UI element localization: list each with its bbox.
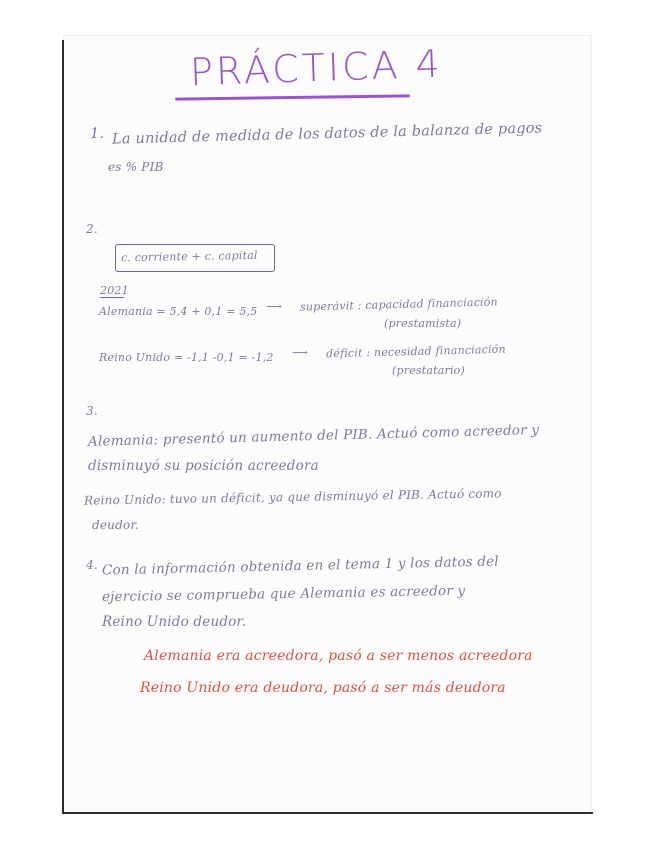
q1-line2: es % PIB bbox=[108, 160, 164, 174]
q2-formula: c. corriente + c. capital bbox=[120, 248, 258, 265]
q3-line1: Alemania: presentó un aumento del PIB. Actuó como acreedor y bbox=[87, 422, 540, 450]
q1-number: 1. bbox=[89, 125, 105, 143]
arrow-icon: ⟶ bbox=[266, 300, 282, 313]
q4-line2: ejercicio se comprueba que Alemania es acreedor y bbox=[101, 582, 466, 606]
uk-calculation: Reino Unido = -1,1 -0,1 = -1,2 bbox=[99, 351, 274, 364]
page-left-edge bbox=[62, 40, 64, 812]
q3-number: 3. bbox=[86, 404, 98, 418]
q3-line2: disminuyó su posición acreedora bbox=[88, 458, 319, 474]
q3-line4: deudor. bbox=[92, 518, 140, 532]
q4-line3: Reino Unido deudor. bbox=[102, 614, 247, 630]
q2-year: 2021 bbox=[100, 284, 129, 297]
uk-result-2: (prestatario) bbox=[392, 364, 465, 377]
year-underline bbox=[100, 297, 124, 298]
germany-result-2: (prestamista) bbox=[384, 317, 462, 330]
q4-line1: Con la información obtenida en el tema 1 y los datos del bbox=[101, 553, 500, 579]
uk-result: déficit : necesidad financiación bbox=[325, 342, 506, 361]
q2-number: 2. bbox=[86, 222, 98, 236]
germany-result: superávit : capacidad financiación bbox=[299, 295, 498, 314]
germany-calculation: Alemania = 5,4 + 0,1 = 5,5 bbox=[99, 305, 258, 318]
page-title: PRÁCTICA 4 bbox=[189, 41, 444, 95]
q3-line3: Reino Unido: tuvo un déficit, ya que disminuyó el PIB. Actuó como bbox=[83, 486, 502, 508]
page-bottom-edge bbox=[62, 812, 593, 814]
q4-number: 4. bbox=[86, 558, 98, 572]
note-germany: Alemania era acreedora, pasó a ser menos acreedora bbox=[144, 648, 533, 664]
q1-line1: La unidad de medida de los datos de la balanza de pagos bbox=[111, 120, 543, 148]
arrow-icon-2: ⟶ bbox=[292, 346, 308, 359]
note-uk: Reino Unido era deudora, pasó a ser más deudora bbox=[140, 680, 506, 696]
